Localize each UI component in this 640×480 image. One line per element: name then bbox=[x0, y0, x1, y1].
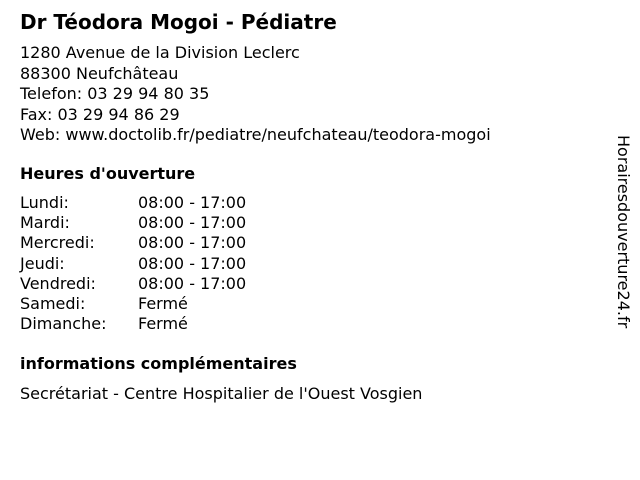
opening-hours-list bbox=[20, 193, 246, 334]
day-label: Dimanche: bbox=[20, 314, 107, 334]
day-hours: 08:00 - 17:00 bbox=[138, 213, 247, 233]
day-hours: 08:00 - 17:00 bbox=[138, 253, 247, 273]
day-label: Jeudi: bbox=[20, 253, 65, 273]
address-street: 1280 Avenue de la Division Leclerc bbox=[20, 43, 300, 62]
address-city: 88300 Neufchâteau bbox=[20, 63, 179, 83]
day-hours: Fermé bbox=[138, 294, 188, 314]
day-label: Mardi: bbox=[20, 213, 70, 233]
day-hours: 08:00 - 17:00 bbox=[138, 273, 247, 293]
website-link[interactable]: Web: www.doctolib.fr/pediatre/neufchateau/teodora-mogoi bbox=[20, 125, 491, 144]
day-label: Samedi: bbox=[20, 294, 86, 314]
day-hours: 08:00 - 17:00 bbox=[138, 233, 247, 253]
hours-row-sunday bbox=[20, 314, 246, 334]
site-watermark: Horairesdouverture24.fr bbox=[614, 135, 633, 329]
hours-row-wednesday bbox=[20, 233, 246, 253]
day-label: Vendredi: bbox=[20, 273, 96, 293]
hours-row-friday bbox=[20, 274, 246, 294]
hours-row-tuesday bbox=[20, 213, 246, 233]
day-hours: Fermé bbox=[138, 314, 188, 334]
opening-hours-heading: Heures d'ouverture bbox=[20, 164, 196, 183]
hours-row-monday bbox=[20, 193, 246, 213]
day-label: Mercredi: bbox=[20, 233, 95, 253]
day-hours: 08:00 - 17:00 bbox=[138, 193, 247, 212]
hours-row-saturday bbox=[20, 294, 246, 314]
additional-info-text: Secrétariat - Centre Hospitalier de l'Ouest Vosgien bbox=[20, 384, 423, 403]
page-title: Dr Téodora Mogoi - Pédiatre bbox=[20, 10, 337, 34]
fax-number: Fax: 03 29 94 86 29 bbox=[20, 104, 180, 124]
phone-number: Telefon: 03 29 94 80 35 bbox=[20, 84, 210, 103]
contact-block bbox=[20, 43, 491, 146]
day-label: Lundi: bbox=[20, 193, 69, 212]
hours-row-thursday bbox=[20, 254, 246, 274]
additional-info-heading: informations complémentaires bbox=[20, 354, 297, 373]
